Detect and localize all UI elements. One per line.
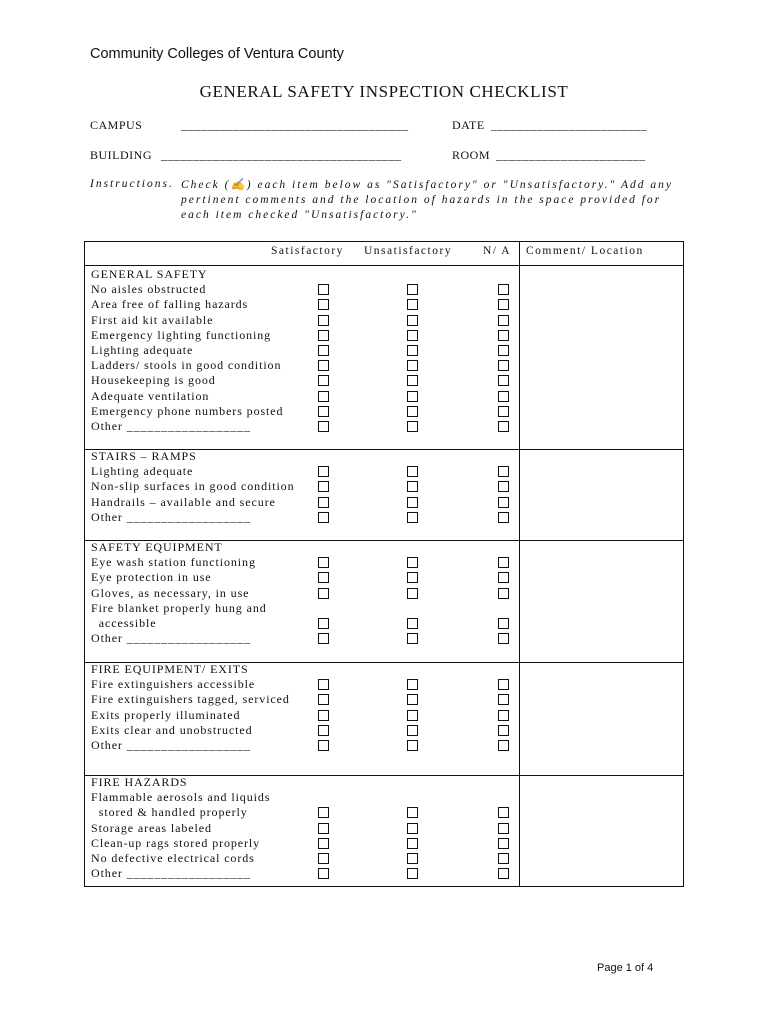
na-checkbox[interactable] — [498, 330, 509, 341]
unsatisfactory-checkbox[interactable] — [407, 315, 418, 326]
page-number: Page 1 of 4 — [597, 962, 654, 974]
satisfactory-checkbox[interactable] — [318, 633, 329, 644]
checklist-item-label: Gloves, as necessary, in use — [91, 585, 250, 600]
satisfactory-checkbox[interactable] — [318, 330, 329, 341]
checklist-item-label: Adequate ventilation — [91, 388, 210, 403]
checklist-item-label: Fire extinguishers tagged, serviced — [91, 692, 290, 707]
na-checkbox[interactable] — [498, 375, 509, 386]
instructions-text: Check (✍) each item below as "Satisfactory" or "Unsatisfactory." Add any pertinent comments and the location of hazards in the space provided for each item checked "Unsatisfactory." — [181, 179, 674, 221]
na-checkbox[interactable] — [498, 315, 509, 326]
na-checkbox[interactable] — [498, 823, 509, 834]
satisfactory-checkbox[interactable] — [318, 838, 329, 849]
na-checkbox[interactable] — [498, 557, 509, 568]
unsatisfactory-checkbox[interactable] — [407, 512, 418, 523]
satisfactory-checkbox[interactable] — [318, 588, 329, 599]
unsatisfactory-checkbox[interactable] — [407, 299, 418, 310]
satisfactory-checkbox[interactable] — [318, 421, 329, 432]
na-checkbox[interactable] — [498, 299, 509, 310]
unsatisfactory-checkbox[interactable] — [407, 572, 418, 583]
header-unsatisfactory: Unsatisfactory — [364, 245, 453, 257]
satisfactory-checkbox[interactable] — [318, 391, 329, 402]
checklist-item-label: Emergency lighting functioning — [91, 327, 272, 342]
na-checkbox[interactable] — [498, 740, 509, 751]
checklist-item-label: First aid kit available — [91, 312, 214, 327]
na-checkbox[interactable] — [498, 633, 509, 644]
section-heading: FIRE EQUIPMENT/ EXITS — [91, 662, 249, 676]
room-label: ROOM — [452, 148, 491, 162]
header-na: N/ A — [483, 245, 512, 257]
unsatisfactory-checkbox[interactable] — [407, 360, 418, 371]
na-checkbox[interactable] — [498, 421, 509, 432]
na-checkbox[interactable] — [498, 679, 509, 690]
na-checkbox[interactable] — [498, 360, 509, 371]
unsatisfactory-checkbox[interactable] — [407, 838, 418, 849]
checklist-item-label: Clean-up rags stored properly — [91, 835, 261, 850]
building-label: BUILDING — [90, 148, 152, 162]
unsatisfactory-checkbox[interactable] — [407, 853, 418, 864]
unsatisfactory-checkbox[interactable] — [407, 557, 418, 568]
satisfactory-checkbox[interactable] — [318, 481, 329, 492]
unsatisfactory-checkbox[interactable] — [407, 588, 418, 599]
na-checkbox[interactable] — [498, 868, 509, 879]
unsatisfactory-checkbox[interactable] — [407, 406, 418, 417]
checklist-item-label: Storage areas labeled — [91, 820, 212, 835]
room-field[interactable]: _______________________ — [496, 148, 646, 162]
header-comment-location: Comment/ Location — [526, 245, 644, 257]
unsatisfactory-checkbox[interactable] — [407, 497, 418, 508]
satisfactory-checkbox[interactable] — [318, 345, 329, 356]
date-label: DATE — [452, 118, 485, 132]
unsatisfactory-checkbox[interactable] — [407, 330, 418, 341]
satisfactory-checkbox[interactable] — [318, 406, 329, 417]
satisfactory-checkbox[interactable] — [318, 299, 329, 310]
checklist-item-label: Housekeeping is good — [91, 373, 216, 388]
na-checkbox[interactable] — [498, 345, 509, 356]
checklist-item-label: Exits properly illuminated — [91, 707, 241, 722]
unsatisfactory-checkbox[interactable] — [407, 284, 418, 295]
section-heading: SAFETY EQUIPMENT — [91, 540, 223, 554]
checklist-item-label: Lighting adequate — [91, 343, 194, 357]
na-checkbox[interactable] — [498, 391, 509, 402]
satisfactory-checkbox[interactable] — [318, 868, 329, 879]
satisfactory-checkbox[interactable] — [318, 572, 329, 583]
header-satisfactory: Satisfactory — [271, 245, 344, 257]
checklist-item-label: accessible — [91, 616, 157, 630]
unsatisfactory-checkbox[interactable] — [407, 391, 418, 402]
unsatisfactory-checkbox[interactable] — [407, 633, 418, 644]
section-heading: FIRE HAZARDS — [91, 775, 188, 789]
page-title: GENERAL SAFETY INSPECTION CHECKLIST — [199, 82, 569, 101]
checklist-item-label: Lighting adequate — [91, 464, 194, 479]
checklist-item-label: Fire blanket properly hung and — [91, 600, 267, 615]
instructions-label: Instructions. — [90, 178, 174, 190]
unsatisfactory-checkbox[interactable] — [407, 345, 418, 356]
checklist-item-label: Area free of falling hazards — [91, 297, 249, 312]
na-checkbox[interactable] — [498, 710, 509, 721]
satisfactory-checkbox[interactable] — [318, 853, 329, 864]
checklist-table — [84, 241, 684, 887]
na-checkbox[interactable] — [498, 284, 509, 295]
unsatisfactory-checkbox[interactable] — [407, 740, 418, 751]
checklist-item-label: No aisles obstructed — [91, 282, 207, 297]
na-checkbox[interactable] — [498, 618, 509, 629]
satisfactory-checkbox[interactable] — [318, 497, 329, 508]
satisfactory-checkbox[interactable] — [318, 466, 329, 477]
checklist-item-label: Emergency phone numbers posted — [91, 403, 284, 418]
na-checkbox[interactable] — [498, 725, 509, 736]
satisfactory-checkbox[interactable] — [318, 710, 329, 721]
unsatisfactory-checkbox[interactable] — [407, 807, 418, 818]
na-checkbox[interactable] — [498, 694, 509, 705]
unsatisfactory-checkbox[interactable] — [407, 694, 418, 705]
unsatisfactory-checkbox[interactable] — [407, 710, 418, 721]
checklist-item-label: Other __________________ — [91, 631, 251, 646]
na-checkbox[interactable] — [498, 853, 509, 864]
checklist-item-label: Other __________________ — [91, 509, 251, 524]
satisfactory-checkbox[interactable] — [318, 694, 329, 705]
na-checkbox[interactable] — [498, 481, 509, 492]
na-checkbox[interactable] — [498, 588, 509, 599]
unsatisfactory-checkbox[interactable] — [407, 466, 418, 477]
na-checkbox[interactable] — [498, 512, 509, 523]
unsatisfactory-checkbox[interactable] — [407, 618, 418, 629]
na-checkbox[interactable] — [498, 838, 509, 849]
unsatisfactory-checkbox[interactable] — [407, 868, 418, 879]
checklist-item-label: Non-slip surfaces in good condition — [91, 479, 295, 494]
checklist-item-label: Eye wash station functioning — [91, 555, 256, 570]
unsatisfactory-checkbox[interactable] — [407, 823, 418, 834]
checklist-item-label: Other __________________ — [91, 419, 251, 433]
checklist-item-label: Flammable aerosols and liquids — [91, 790, 271, 805]
campus-field[interactable]: ___________________________________ — [181, 118, 409, 132]
section-heading: STAIRS – RAMPS — [91, 449, 197, 463]
unsatisfactory-checkbox[interactable] — [407, 421, 418, 432]
checklist-item-label: Other __________________ — [91, 866, 251, 881]
checklist-item-label: Fire extinguishers accessible — [91, 677, 256, 692]
checklist-item-label: Ladders/ stools in good condition — [91, 358, 282, 373]
comment-column-divider — [519, 242, 520, 886]
satisfactory-checkbox[interactable] — [318, 557, 329, 568]
unsatisfactory-checkbox[interactable] — [407, 679, 418, 690]
satisfactory-checkbox[interactable] — [318, 740, 329, 751]
header-divider — [85, 265, 683, 266]
satisfactory-checkbox[interactable] — [318, 360, 329, 371]
satisfactory-checkbox[interactable] — [318, 315, 329, 326]
unsatisfactory-checkbox[interactable] — [407, 725, 418, 736]
na-checkbox[interactable] — [498, 466, 509, 477]
checklist-item-label: Exits clear and unobstructed — [91, 722, 253, 737]
satisfactory-checkbox[interactable] — [318, 725, 329, 736]
checklist-item-label: Eye protection in use — [91, 570, 212, 585]
unsatisfactory-checkbox[interactable] — [407, 481, 418, 492]
satisfactory-checkbox[interactable] — [318, 284, 329, 295]
satisfactory-checkbox[interactable] — [318, 512, 329, 523]
satisfactory-checkbox[interactable] — [318, 807, 329, 818]
checklist-item-label: Other __________________ — [91, 738, 251, 752]
checklist-item-label: stored & handled properly — [91, 805, 248, 820]
section-heading: GENERAL SAFETY — [91, 267, 208, 281]
checklist-item-label: No defective electrical cords — [91, 851, 255, 865]
na-checkbox[interactable] — [498, 497, 509, 508]
na-checkbox[interactable] — [498, 406, 509, 417]
satisfactory-checkbox[interactable] — [318, 679, 329, 690]
building-field[interactable]: _____________________________________ — [161, 148, 402, 162]
date-field[interactable]: ________________________ — [491, 118, 647, 132]
satisfactory-checkbox[interactable] — [318, 618, 329, 629]
campus-label: CAMPUS — [90, 118, 143, 132]
unsatisfactory-checkbox[interactable] — [407, 375, 418, 386]
checklist-item-label: Handrails – available and secure — [91, 494, 276, 509]
na-checkbox[interactable] — [498, 572, 509, 583]
na-checkbox[interactable] — [498, 807, 509, 818]
satisfactory-checkbox[interactable] — [318, 375, 329, 386]
satisfactory-checkbox[interactable] — [318, 823, 329, 834]
organization-name: Community Colleges of Ventura County — [90, 46, 344, 62]
